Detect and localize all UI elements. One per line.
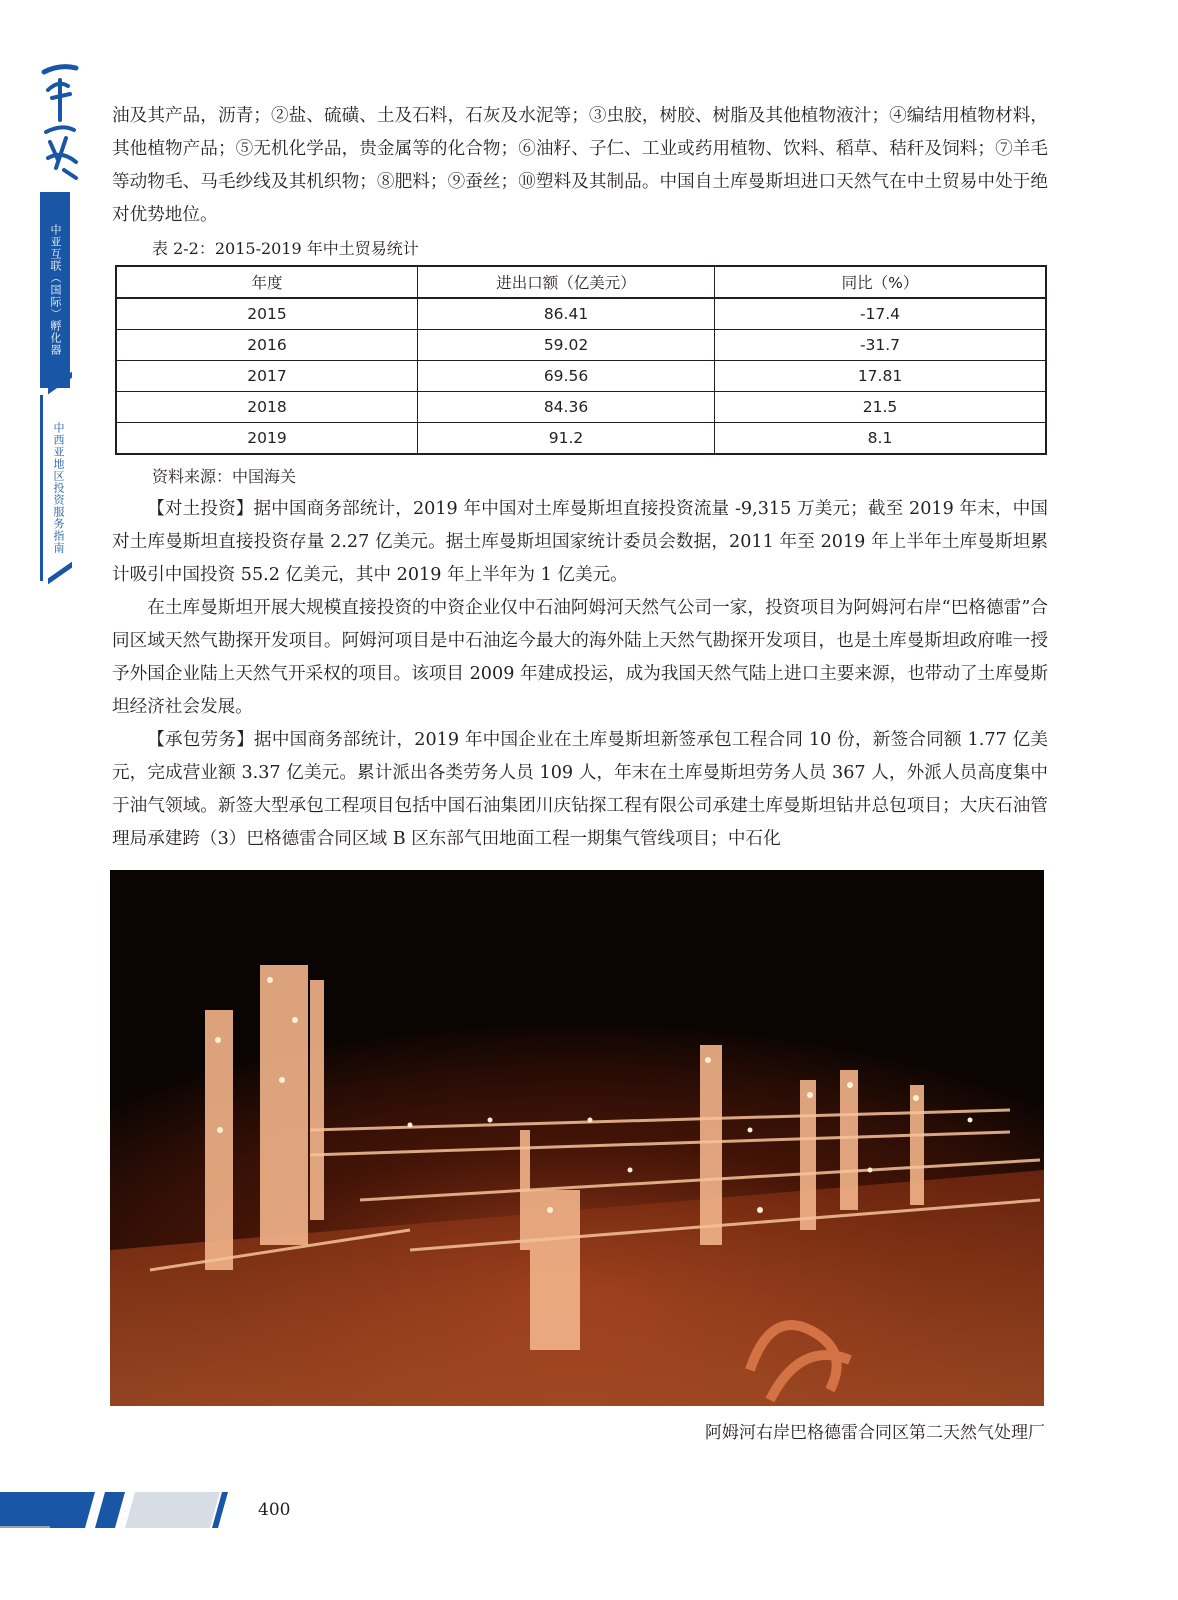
intro-paragraph-block	[112, 100, 1048, 232]
page-number: 400	[258, 1500, 291, 1520]
col-header-amount: 进出口额（亿美元）	[418, 266, 715, 298]
cell-yoy: -17.4	[715, 298, 1047, 330]
table-header-row	[116, 266, 1046, 298]
intro-paragraph: 油及其产品，沥青；②盐、硫磺、土及石料，石灰及水泥等；③虫胶，树胶、树脂及其他植物液汁；④编结用植物材料，其他植物产品；⑤无机化学品，贵金属等的化合物；⑥油籽、子仁、工业或药用植物、饮料、稻草、秸秆及饲料；⑦羊毛等动物毛、马毛纱线及其机织物；⑧肥料；⑨蚕丝；⑩塑料及其制品。中国自土库曼斯坦进口天然气在中土贸易中处于绝对优势地位。	[112, 106, 1048, 225]
table-row	[116, 423, 1046, 455]
cell-yoy: 21.5	[715, 392, 1047, 423]
table-source: 资料来源：中国海关	[152, 467, 297, 486]
table-row	[116, 298, 1046, 330]
cell-amount: 91.2	[418, 423, 715, 455]
table-row	[116, 392, 1046, 423]
cell-year: 2019	[116, 423, 418, 455]
cell-yoy: -31.7	[715, 330, 1047, 361]
table-row	[116, 361, 1046, 392]
cell-year: 2016	[116, 330, 418, 361]
investment-paragraph: 【对土投资】据中国商务部统计，2019 年中国对土库曼斯坦直接投资流量 -9,315 万美元；截至 2019 年末，中国对土库曼斯坦直接投资存量 2.27 亿美元。据土库曼斯坦国家统计委员会数据，2011 年至 2019 年上半年土库曼斯坦累计吸引中国投资 55.2 亿美元，其中 2019 年上半年为 1 亿美元。	[112, 499, 1048, 585]
cell-year: 2018	[116, 392, 418, 423]
cell-amount: 59.02	[418, 330, 715, 361]
cell-amount: 69.56	[418, 361, 715, 392]
table-row	[116, 330, 1046, 361]
cell-year: 2017	[116, 361, 418, 392]
table-caption: 表 2-2：2015-2019 年中土贸易统计	[152, 239, 419, 258]
cell-yoy: 8.1	[715, 423, 1047, 455]
gas-plant-photo	[110, 870, 1044, 1406]
sidebar-book-title: 中西亚地区投资服务指南	[40, 395, 73, 581]
contract-paragraph: 【承包劳务】据中国商务部统计，2019 年中国企业在土库曼斯坦新签承包工程合同 10 份，新签合同额 1.77 亿美元，完成营业额 3.37 亿美元。累计派出各类劳务人员 109 人，年末在土库曼斯坦劳务人员 367 人，外派人员高度集中于油气领域。新签大型承包工程项目包括中国石油集团川庆钻探工程有限公司承建土库曼斯坦钻井总包项目；大庆石油管理局承建跨（3）巴格德雷合同区域 B 区东部气田地面工程一期集气管线项目；中石化	[112, 730, 1048, 849]
cell-amount: 84.36	[418, 392, 715, 423]
project-paragraph: 在土库曼斯坦开展大规模直接投资的中资企业仅中石油阿姆河天然气公司一家，投资项目为阿姆河右岸“巴格德雷”合同区域天然气勘探开发项目。阿姆河项目是中石油迄今最大的海外陆上天然气勘探开发项目，也是土库曼斯坦政府唯一授予外国企业陆上天然气开采权的项目。该项目 2009 年建成投运，成为我国天然气陆上进口主要来源，也带动了土库曼斯坦经济社会发展。	[112, 598, 1048, 717]
photo-caption: 阿姆河右岸巴格德雷合同区第二天然气处理厂	[705, 1423, 1045, 1443]
belt-road-logo	[40, 50, 80, 180]
body-text	[112, 493, 1048, 856]
footer-stripes	[0, 1492, 260, 1528]
cell-yoy: 17.81	[715, 361, 1047, 392]
plant-illustration	[110, 870, 1044, 1406]
cell-amount: 86.41	[418, 298, 715, 330]
col-header-year: 年度	[116, 266, 418, 298]
trade-table	[115, 265, 1047, 455]
sidebar	[40, 40, 80, 600]
col-header-yoy: 同比（%）	[715, 266, 1047, 298]
sidebar-series-title: 中亚互联（国际）孵化器	[40, 192, 70, 388]
cell-year: 2015	[116, 298, 418, 330]
